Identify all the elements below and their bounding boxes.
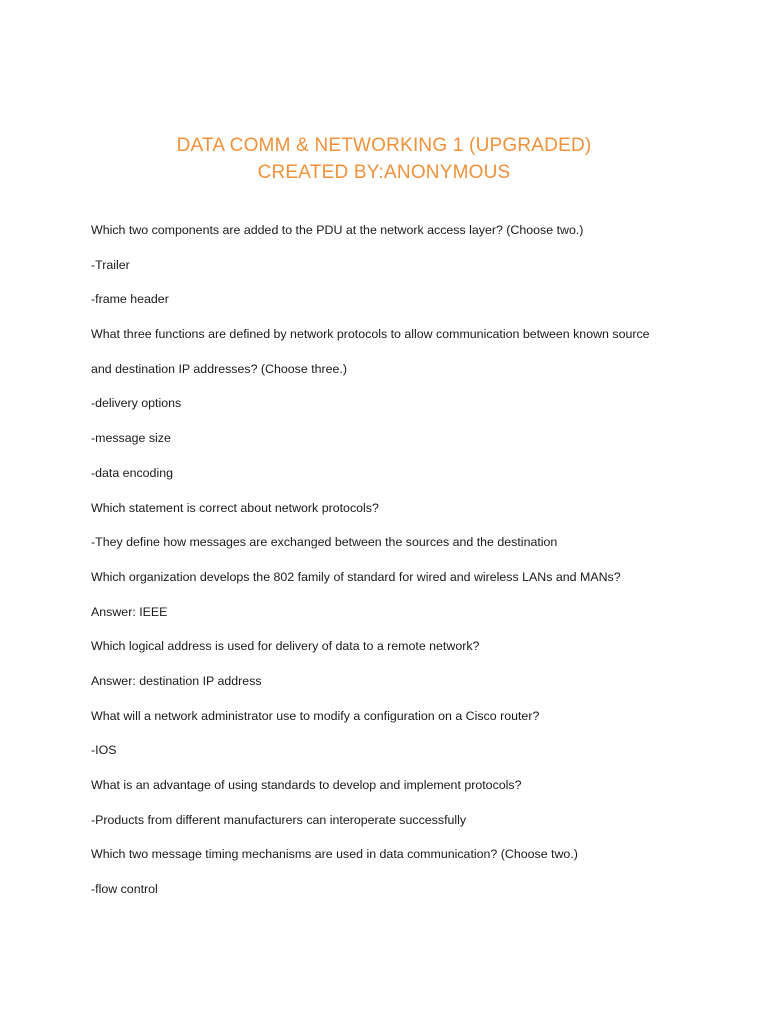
answer-2a: -delivery options — [91, 396, 182, 411]
answer-2c: -data encoding — [91, 465, 173, 480]
answer-5: Answer: destination IP address — [91, 673, 262, 688]
question-1: Which two components are added to the PDU at the network access layer? (Choose two.) — [91, 223, 584, 237]
question-5: Which logical address is used for delivery of data to a remote network? — [91, 639, 480, 654]
title-line-1: DATA COMM & NETWORKING 1 (UPGRADED) — [176, 135, 592, 156]
answer-6: -IOS — [91, 743, 117, 758]
question-2-part-2: and destination IP addresses? (Choose three.) — [91, 361, 348, 376]
question-2-part-1: What three functions are defined by network protocols to allow communication between known source — [91, 327, 650, 342]
question-6: What will a network administrator use to modify a configuration on a Cisco router? — [91, 708, 540, 723]
question-8: Which two message timing mechanisms are used in data communication? (Choose two.) — [91, 847, 578, 862]
question-3: Which statement is correct about network protocols? — [91, 500, 379, 515]
question-4: Which organization develops the 802 family of standard for wired and wireless LANs and MANs? — [91, 569, 621, 584]
answer-2b: -message size — [91, 431, 171, 446]
answer-1b: -frame header — [91, 292, 169, 307]
question-7: What is an advantage of using standards to develop and implement protocols? — [91, 778, 522, 792]
answer-1a: -Trailer — [91, 257, 130, 272]
document-body — [91, 220, 711, 914]
title-line-2: CREATED BY:ANONYMOUS — [257, 162, 511, 183]
answer-4: Answer: IEEE — [91, 604, 168, 619]
answer-8: -flow control — [91, 882, 158, 897]
answer-3: -They define how messages are exchanged between the sources and the destination — [91, 535, 558, 550]
answer-7: -Products from different manufacturers can interoperate successfully — [91, 812, 467, 827]
document-title — [0, 132, 768, 186]
